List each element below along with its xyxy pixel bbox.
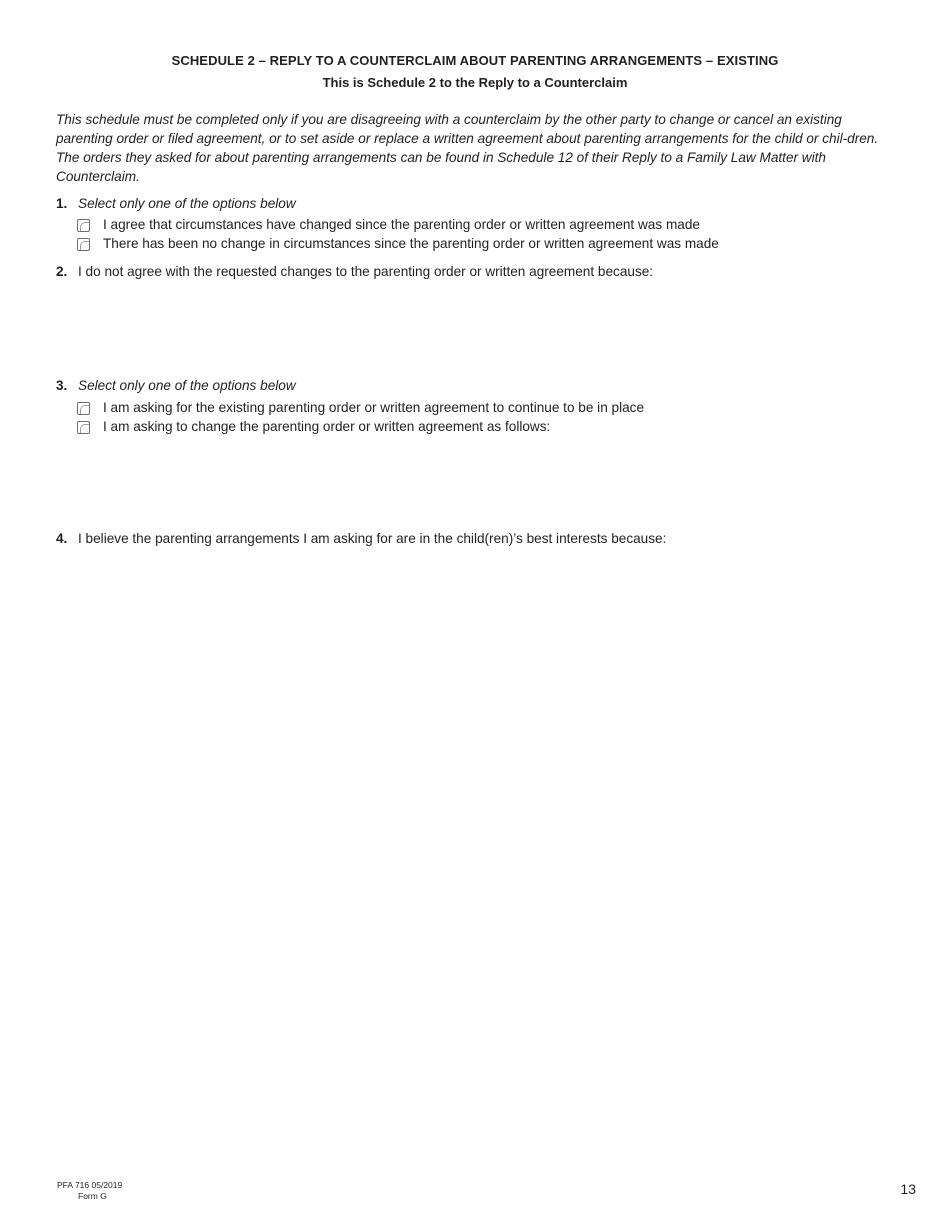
checkbox[interactable] (77, 402, 90, 415)
checkbox[interactable] (77, 238, 90, 251)
question-text: I believe the parenting arrangements I am asking for are in the child(ren)’s best interests because: (78, 531, 667, 546)
question-4 (56, 530, 916, 548)
q1-option-circumstances-changed[interactable] (77, 216, 700, 234)
schedule-title: SCHEDULE 2 – REPLY TO A COUNTERCLAIM ABOUT PARENTING ARRANGEMENTS – EXISTING (171, 53, 779, 68)
question-text: Select only one of the options below (78, 378, 296, 393)
checkbox[interactable] (77, 421, 90, 434)
option-label: There has been no change in circumstances since the parenting order or written agreement was made (103, 236, 719, 251)
form-name: Form G (78, 1191, 107, 1201)
option-label: I agree that circumstances have changed since the parenting order or written agreement was made (103, 217, 700, 232)
question-2 (56, 263, 916, 281)
question-number: 1. (56, 196, 68, 211)
question-text: I do not agree with the requested changes to the parenting order or written agreement because: (78, 264, 654, 279)
form-code: PFA 716 05/2019 (57, 1180, 123, 1190)
question-1 (56, 195, 916, 213)
question-number: 2. (56, 264, 68, 279)
question-number: 4. (56, 531, 68, 546)
question-text: Select only one of the options below (78, 196, 296, 211)
checkbox[interactable] (77, 219, 90, 232)
form-footer-code (57, 1180, 122, 1202)
question-number: 3. (56, 378, 68, 393)
schedule-subtitle: This is Schedule 2 to the Reply to a Counterclaim (322, 75, 628, 90)
q3-option-change-order[interactable] (77, 418, 550, 436)
option-label: I am asking for the existing parenting order or written agreement to continue to be in place (103, 400, 645, 415)
q1-option-no-change[interactable] (77, 235, 719, 253)
page-number: 13 (900, 1181, 916, 1197)
question-3 (56, 377, 916, 395)
instructions-paragraph: This schedule must be completed only if you are disagreeing with a counterclaim by the other party to change or cancel an existing parenting order or filed agreement, or to set aside or replace a written agreement about parenting arrangements for the child or chil-dren. The orders they asked for about parenting arrangements can be found in Schedule 12 of their Reply to a Family Law Matter with Counterclaim. (56, 112, 879, 184)
option-label: I am asking to change the parenting order or written agreement as follows: (103, 419, 551, 434)
q3-option-continue-existing[interactable] (77, 399, 644, 417)
